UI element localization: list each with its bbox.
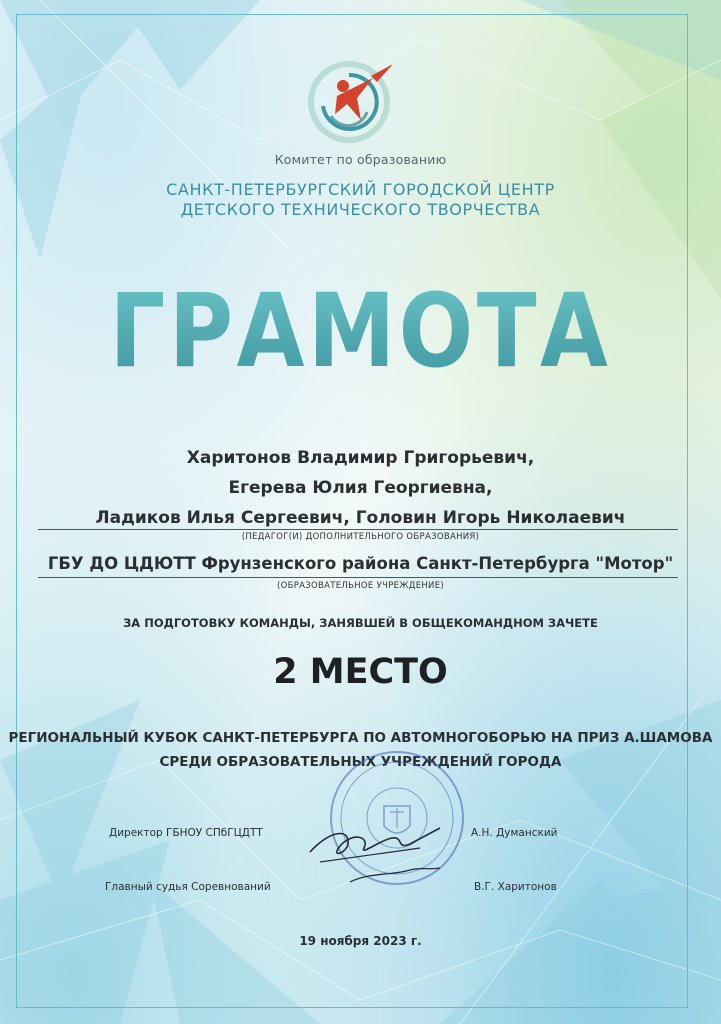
judge-name: В.Г. Харитонов [474, 881, 557, 893]
recipient-line1: Харитонов Владимир Григорьевич, [186, 448, 535, 468]
event-line1: РЕГИОНАЛЬНЫЙ КУБОК САНКТ-ПЕТЕРБУРГА ПО АВТОМНОГОБОРЬЮ НА ПРИЗ А.ШАМОВА [8, 730, 713, 746]
director-name: А.Н. Думанский [471, 827, 558, 839]
judge-role: Главный судья Соревнований [105, 881, 271, 893]
committee-name: Комитет по образованию [274, 152, 447, 167]
director-signature [300, 810, 450, 890]
institution-name: ГБУ ДО ЦДЮТТ Фрунзенского района Санкт-Петербурга "Мотор" [47, 554, 674, 573]
recipient-line3: Ладиков Илья Сергеевич, Головин Игорь Николаевич [95, 508, 626, 528]
recipients [0, 443, 721, 533]
issue-date: 19 ноября 2023 г. [299, 934, 422, 948]
director-role: Директор ГБНОУ СПбГЦДТТ [109, 827, 263, 839]
institution-caption: (ОБРАЗОВАТЕЛЬНОЕ УЧРЕЖДЕНИЕ) [276, 581, 444, 591]
recipient-line2: Егерева Юлия Георгиевна, [228, 478, 493, 498]
recipients-underline [38, 529, 678, 530]
center-name-line2: ДЕТСКОГО ТЕХНИЧЕСКОГО ТВОРЧЕСТВА [180, 200, 541, 219]
center-name-line1: САНКТ-ПЕТЕРБУРГСКИЙ ГОРОДСКОЙ ЦЕНТР [166, 180, 555, 199]
center-name [0, 180, 721, 220]
certificate-title: ГРАМОТА [50, 272, 670, 392]
event-line2: СРЕДИ ОБРАЗОВАТЕЛЬНЫХ УЧРЕЖДЕНИЙ ГОРОДА [159, 754, 562, 770]
recipients-caption: (ПЕДАГОГ(И) ДОПОЛНИТЕЛЬНОГО ОБРАЗОВАНИЯ) [241, 532, 480, 542]
institution-underline [38, 577, 678, 578]
award-reason: ЗА ПОДГОТОВКУ КОМАНДЫ, ЗАНЯВШЕЙ В ОБЩЕКОМАНДНОМ ЗАЧЕТЕ [123, 616, 598, 630]
place-result: 2 МЕСТО [273, 652, 448, 692]
center-logo [301, 56, 397, 152]
